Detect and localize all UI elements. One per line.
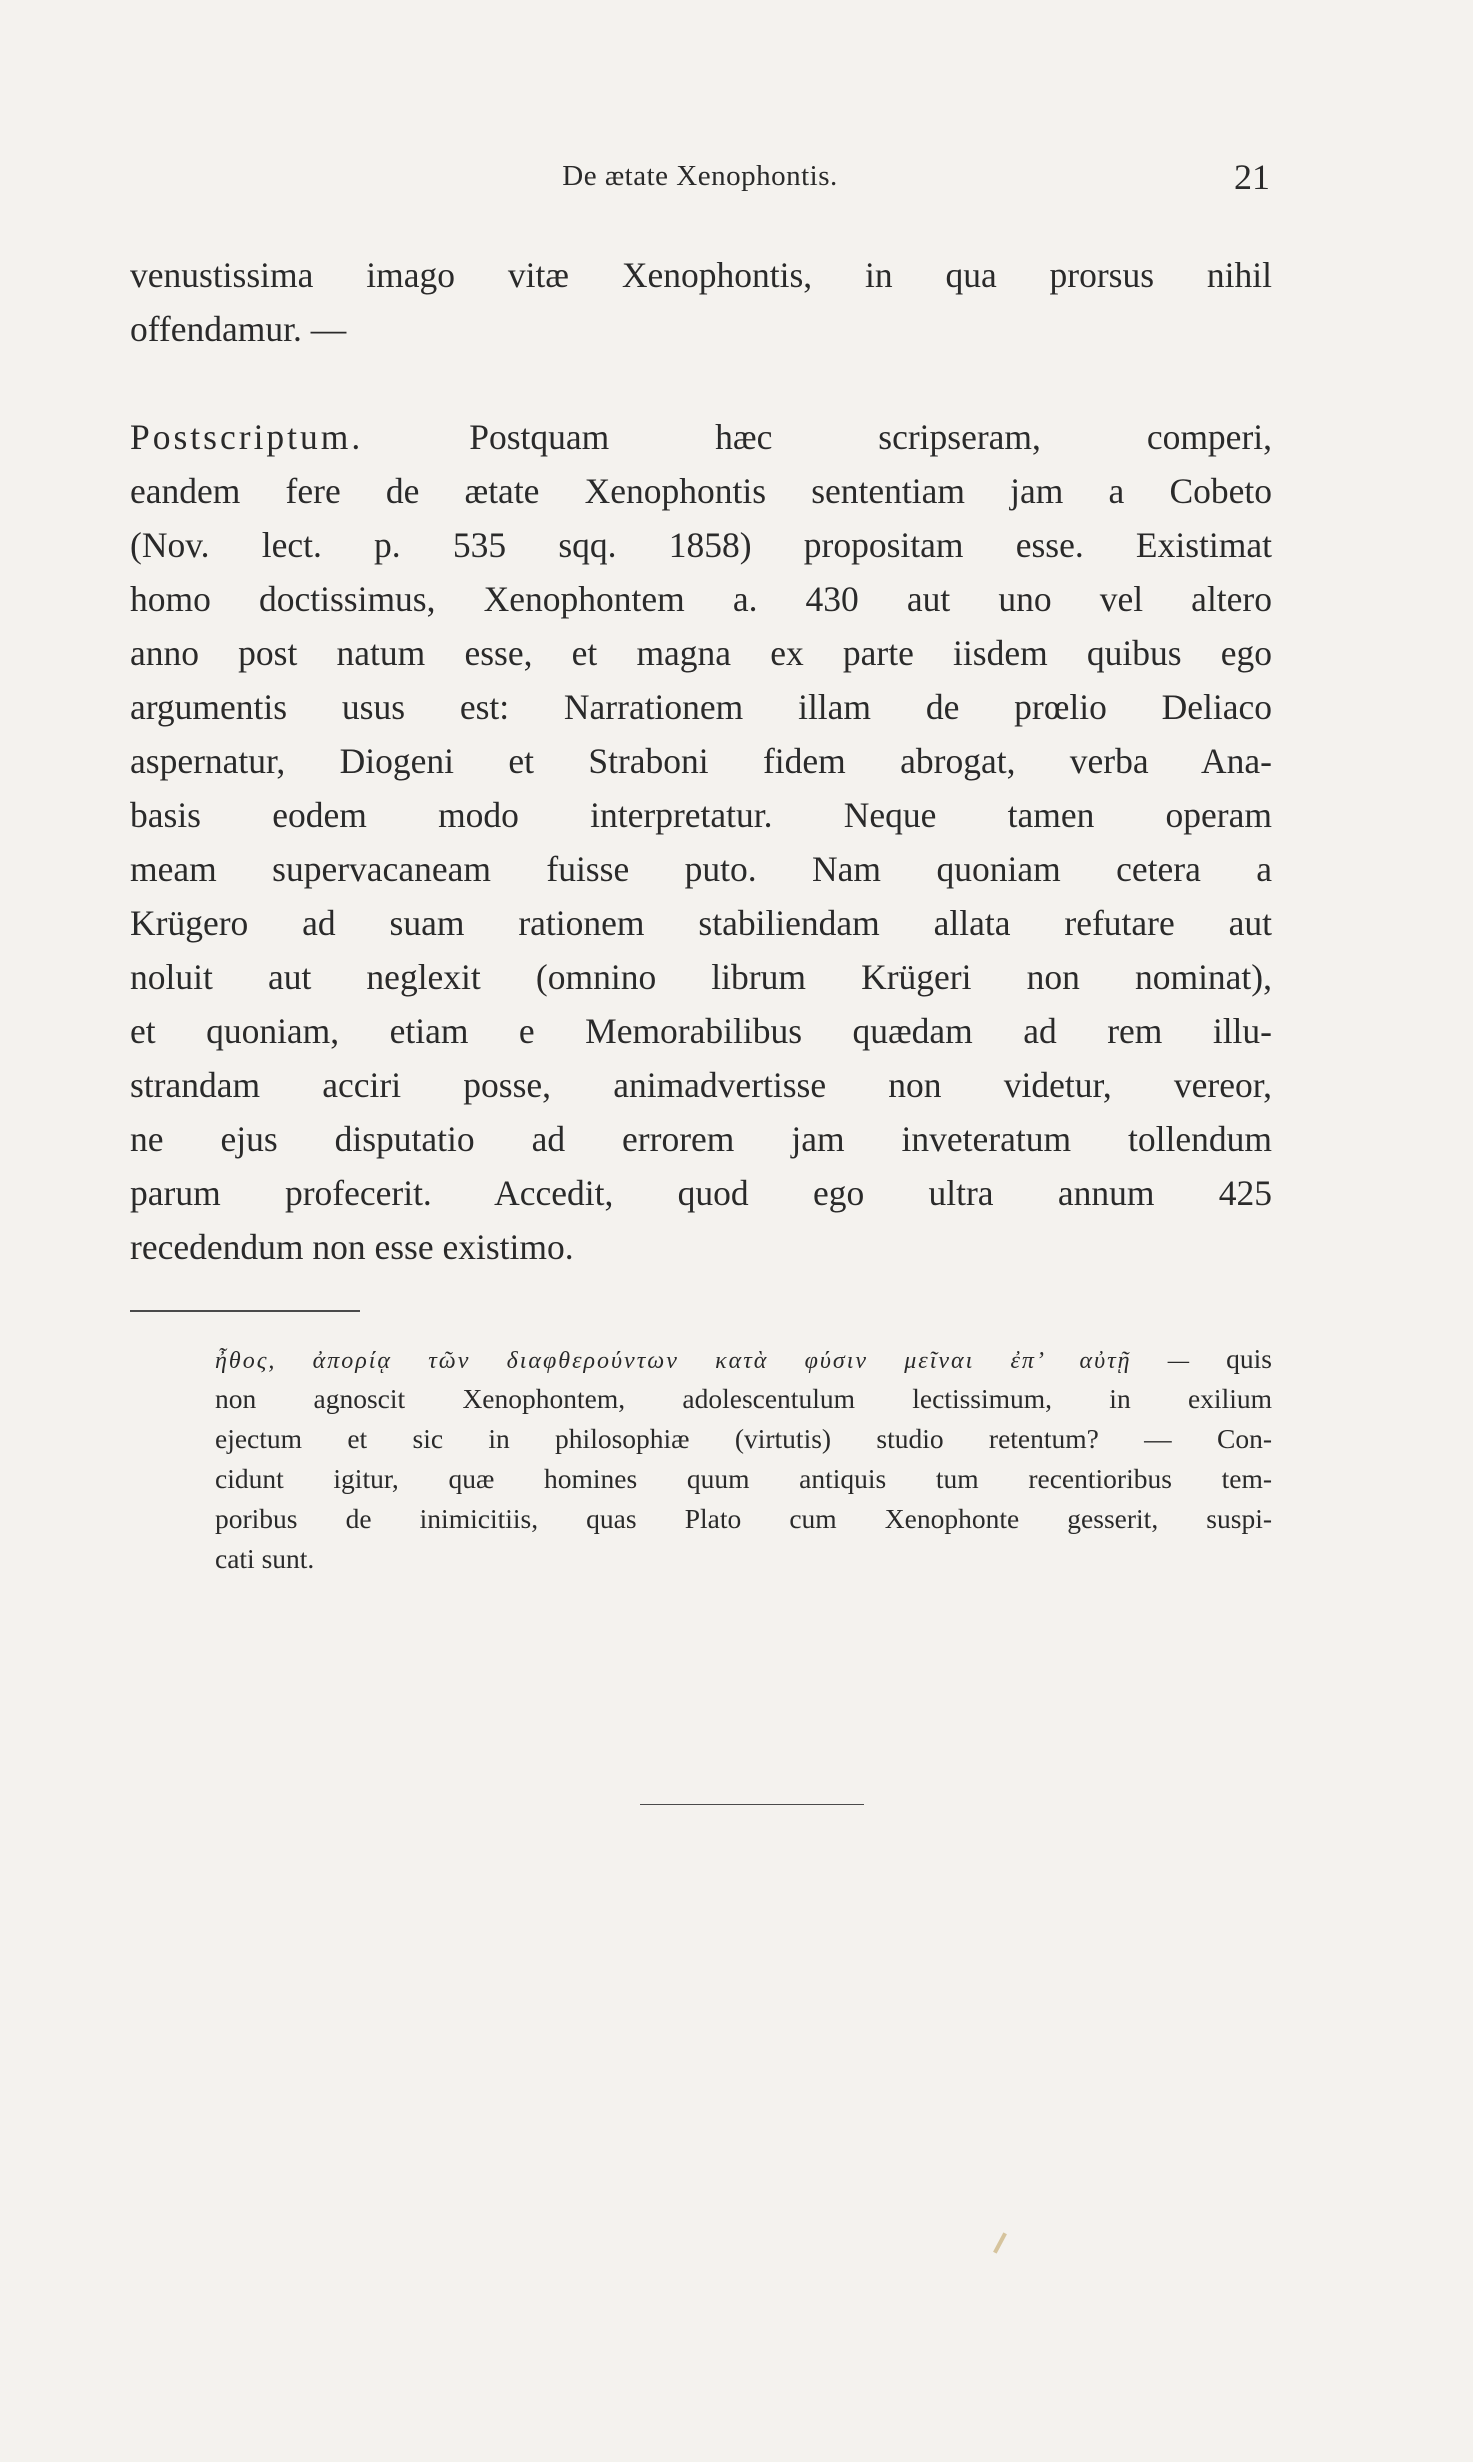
footnote-line: cati sunt. xyxy=(215,1543,315,1574)
text-line: eandem fere de ætate Xenophontis sententiam jam a Cobeto xyxy=(130,471,1272,511)
end-rule xyxy=(640,1804,864,1805)
text-line: Krügero ad suam rationem stabiliendam allata refutare aut xyxy=(130,903,1272,943)
footnote-greek-tail: quis xyxy=(1226,1343,1273,1374)
footnote-line: cidunt igitur, quæ homines quum antiquis tum recentioribus tem- xyxy=(215,1463,1272,1494)
paragraph-gap xyxy=(130,356,1272,410)
page-header xyxy=(130,157,1270,204)
text-line: parum profecerit. Accedit, quod ego ultra annum 425 xyxy=(130,1173,1272,1213)
text-line: (Nov. lect. p. 535 sqq. 1858) propositam esse. Existimat xyxy=(130,525,1272,565)
text-line: aspernatur, Diogeni et Straboni fidem abrogat, verba Ana- xyxy=(130,741,1272,781)
text-line: strandam acciri posse, animadvertisse non videtur, vereor, xyxy=(130,1065,1272,1105)
footnote-line: ejectum et sic in philosophiæ (virtutis) studio retentum? — Con- xyxy=(215,1423,1272,1454)
footnote-greek-line xyxy=(215,1339,1272,1379)
footnote-line: non agnoscit Xenophontem, adolescentulum lectissimum, in exilium xyxy=(215,1383,1272,1414)
postscript-label: Postscriptum. xyxy=(130,417,364,457)
footnote xyxy=(215,1339,1272,1579)
main-text xyxy=(130,248,1272,1274)
text-line: meam supervacaneam fuisse puto. Nam quoniam cetera a xyxy=(130,849,1272,889)
page-number: 21 xyxy=(1234,157,1270,197)
text-line: homo doctissimus, Xenophontem a. 430 aut uno vel altero xyxy=(130,579,1272,619)
postscript-first-line-text: Postquam hæc scripseram, comperi, xyxy=(469,417,1273,457)
text-line: offendamur. — xyxy=(130,309,347,349)
text-line: ne ejus disputatio ad errorem jam inveteratum tollendum xyxy=(130,1119,1272,1159)
greek-quotation: ἦθος, ἀπορίᾳ τῶν διαφθερούντων κατὰ φύσιν μεῖναι ἐπ’ αὐτῇ — xyxy=(215,1348,1192,1374)
running-head: De ætate Xenophontis. xyxy=(562,160,838,192)
text-line: et quoniam, etiam e Memorabilibus quædam ad rem illu- xyxy=(130,1011,1272,1051)
text-line: venustissima imago vitæ Xenophontis, in qua prorsus nihil xyxy=(130,255,1272,295)
footnote-separator xyxy=(130,1310,360,1312)
paper-speck xyxy=(993,2232,1007,2253)
footnote-line: poribus de inimicitiis, quas Plato cum Xenophonte gesserit, suspi- xyxy=(215,1503,1272,1534)
postscript-first-line xyxy=(130,410,1272,464)
text-line: recedendum non esse existimo. xyxy=(130,1227,574,1267)
text-line: noluit aut neglexit (omnino librum Krügeri non nominat), xyxy=(130,957,1272,997)
text-line: argumentis usus est: Narrationem illam de prœlio Deliaco xyxy=(130,687,1272,727)
text-line: anno post natum esse, et magna ex parte iisdem quibus ego xyxy=(130,633,1272,673)
text-line: basis eodem modo interpretatur. Neque tamen operam xyxy=(130,795,1272,835)
